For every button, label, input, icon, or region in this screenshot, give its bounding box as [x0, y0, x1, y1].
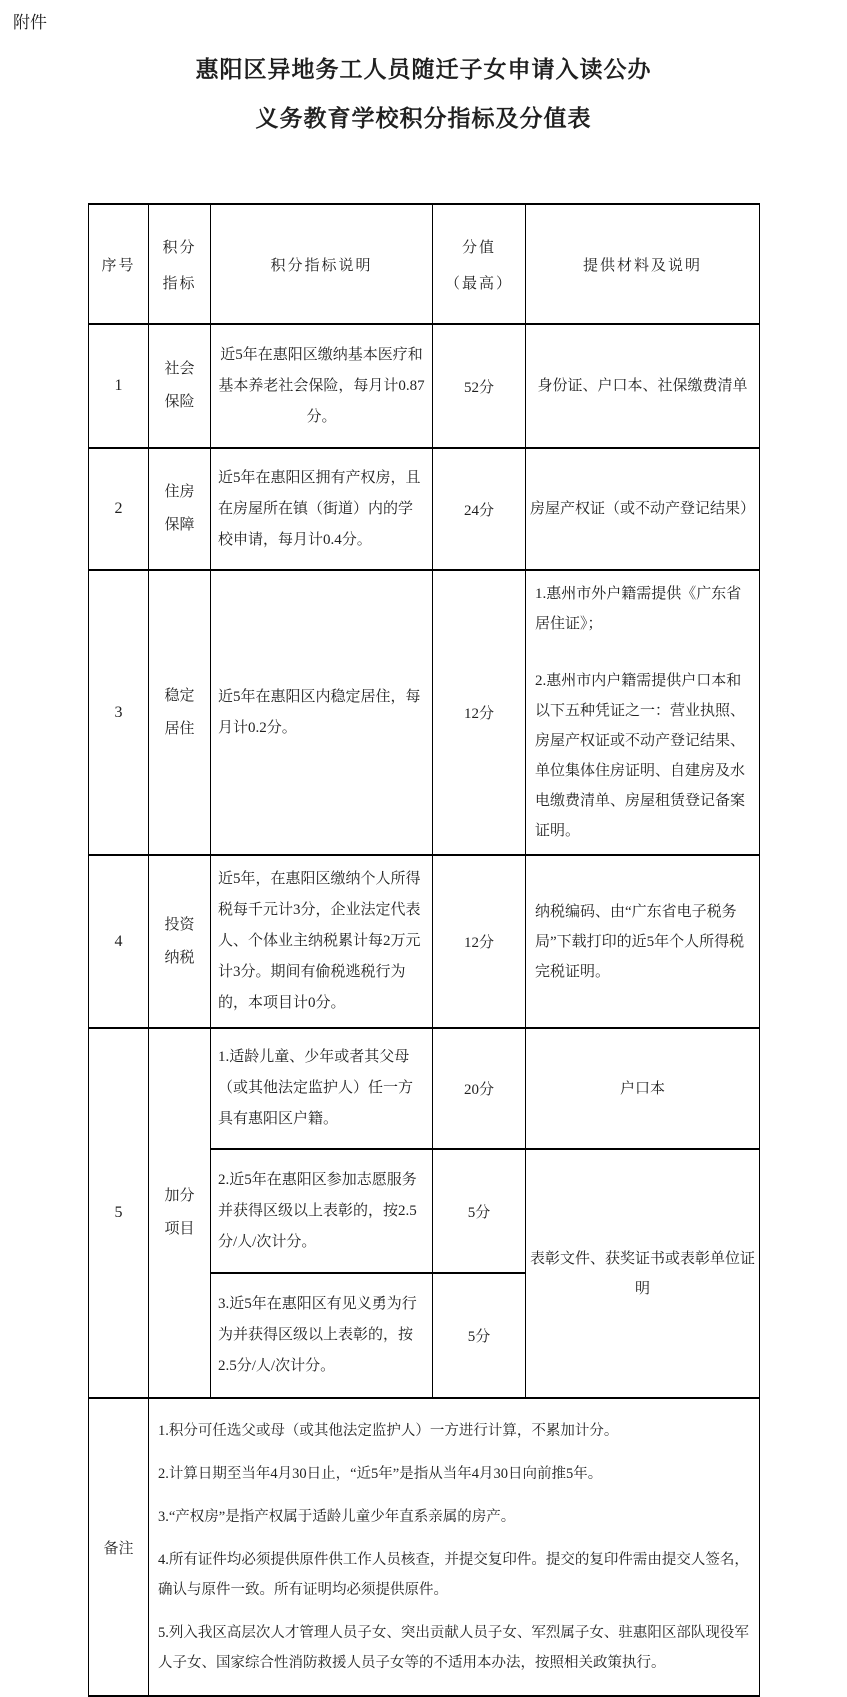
row3-material-paragraph-1: 1.惠州市外户籍需提供《广东省居住证》； — [535, 586, 742, 632]
col-header-material: 提供材料及说明 — [526, 204, 760, 324]
row4-seq: 4 — [89, 855, 149, 1028]
row4-indicator-line-1: 投资 — [164, 916, 195, 933]
doc-title — [0, 55, 847, 134]
row1-score: 52分 — [433, 324, 526, 448]
row1-indicator-line-1: 社会 — [164, 361, 195, 377]
col-header-score — [433, 204, 526, 324]
row3-material-paragraph-2: 2.惠州市内户籍需提供户口本和以下五种凭证之一：营业执照、房屋产权证或不动产登记结果、单位集体住房证明、自建房及水电缴费清单、房屋租赁登记备案证明。 — [535, 673, 746, 839]
row5-indicator — [149, 1028, 211, 1398]
remarks-note-2: 2.计算日期至当年4月30日止，“近5年”是指从当年4月30日向前推5年。 — [158, 1466, 603, 1482]
row4-material-paragraph: 纳税编码、由“广东省电子税务局”下载打印的近5年个人所得税完税证明。 — [535, 903, 745, 980]
remarks-note-1: 1.积分可任选父或母（或其他法定监护人）一方进行计算，不累加计分。 — [158, 1423, 619, 1439]
row4-indicator — [149, 855, 211, 1028]
row4-description: 近5年，在惠阳区缴纳个人所得税每千元计3分，企业法定代表人、个体业主纳税累计每2万元计3分。期间有偷税逃税行为的，本项目计0分。 — [211, 855, 433, 1028]
row3-indicator — [149, 570, 211, 855]
row2-material: 房屋产权证（或不动产登记结果） — [526, 448, 760, 570]
row2-indicator-line-2: 保障 — [164, 517, 195, 533]
row2-description: 近5年在惠阳区拥有产权房，且在房屋所在镇（街道）内的学校申请，每月计0.4分。 — [211, 448, 433, 570]
col-header-description: 积分指标说明 — [211, 204, 433, 324]
table-row — [89, 570, 760, 855]
row5-seq: 5 — [89, 1028, 149, 1398]
row5-sub1-material: 户口本 — [526, 1028, 760, 1149]
row2-seq: 2 — [89, 448, 149, 570]
attachment-label: 附件 — [13, 13, 47, 32]
row1-description: 近5年在惠阳区缴纳基本医疗和基本养老社会保险，每月计0.87分。 — [211, 324, 433, 448]
row4-score: 12分 — [433, 855, 526, 1028]
row3-description: 近5年在惠阳区内稳定居住，每月计0.2分。 — [211, 570, 433, 855]
row5-sub1-score: 20分 — [433, 1028, 526, 1149]
col-header-indicator-line-1: 积分 — [162, 239, 197, 256]
row5-shared-material: 表彰文件、获奖证书或表彰单位证明 — [526, 1149, 760, 1398]
row5-sub1-description: 1.适龄儿童、少年或者其父母（或其他法定监护人）任一方具有惠阳区户籍。 — [211, 1028, 433, 1149]
row2-score: 24分 — [433, 448, 526, 570]
remarks-note-4: 4.所有证件均必须提供原件供工作人员核查，并提交复印件。提交的复印件需由提交人签名，确认与原件一致。所有证明均必须提供原件。 — [158, 1552, 749, 1598]
remarks-row — [89, 1398, 760, 1696]
row3-seq: 3 — [89, 570, 149, 855]
remarks-body — [149, 1398, 760, 1696]
doc-title-line-1: 惠阳区异地务工人员随迁子女申请入读公办 — [195, 57, 652, 82]
row2-indicator-line-1: 住房 — [164, 484, 195, 500]
table-row — [89, 855, 760, 1028]
remarks-note-3: 3.“产权房”是指产权属于适龄儿童少年直系亲属的房产。 — [158, 1509, 516, 1525]
doc-title-line-2: 义务教育学校积分指标及分值表 — [255, 106, 592, 131]
col-header-score-line-2: （最高） — [444, 275, 513, 292]
row3-material — [526, 570, 760, 855]
row3-score: 12分 — [433, 570, 526, 855]
remarks-note-5: 5.列入我区高层次人才管理人员子女、突出贡献人员子女、军烈属子女、驻惠阳区部队现役军人子女、国家综合性消防救援人员子女等的不适用本办法，按照相关政策执行。 — [158, 1625, 749, 1671]
row1-indicator — [149, 324, 211, 448]
col-header-indicator — [149, 204, 211, 324]
row1-indicator-line-2: 保险 — [164, 394, 195, 410]
row1-seq: 1 — [89, 324, 149, 448]
row5-sub2-description: 2.近5年在惠阳区参加志愿服务并获得区级以上表彰的，按2.5分/人/次计分。 — [211, 1149, 433, 1273]
table-header-row — [89, 204, 760, 324]
row5-sub3-description: 3.近5年在惠阳区有见义勇为行为并获得区级以上表彰的，按2.5分/人/次计分。 — [211, 1273, 433, 1398]
remarks-label: 备注 — [89, 1398, 149, 1696]
row5-sub3-score: 5分 — [433, 1273, 526, 1398]
col-header-seq: 序号 — [89, 204, 149, 324]
table-row — [89, 448, 760, 570]
row5-indicator-line-2: 项目 — [164, 1221, 195, 1237]
row3-indicator-line-1: 稳定 — [164, 687, 195, 704]
scoring-table — [88, 203, 760, 1697]
row3-indicator-line-2: 居住 — [164, 720, 195, 737]
row1-material: 身份证、户口本、社保缴费清单 — [526, 324, 760, 448]
row5-indicator-line-1: 加分 — [164, 1188, 195, 1204]
row2-indicator — [149, 448, 211, 570]
row5-sub2-score: 5分 — [433, 1149, 526, 1273]
table-row — [89, 324, 760, 448]
col-header-indicator-line-2: 指标 — [162, 275, 197, 292]
row4-indicator-line-2: 纳税 — [164, 949, 195, 966]
col-header-score-line-1: 分值 — [461, 239, 496, 256]
table-row — [89, 1028, 760, 1149]
row4-material — [526, 855, 760, 1028]
